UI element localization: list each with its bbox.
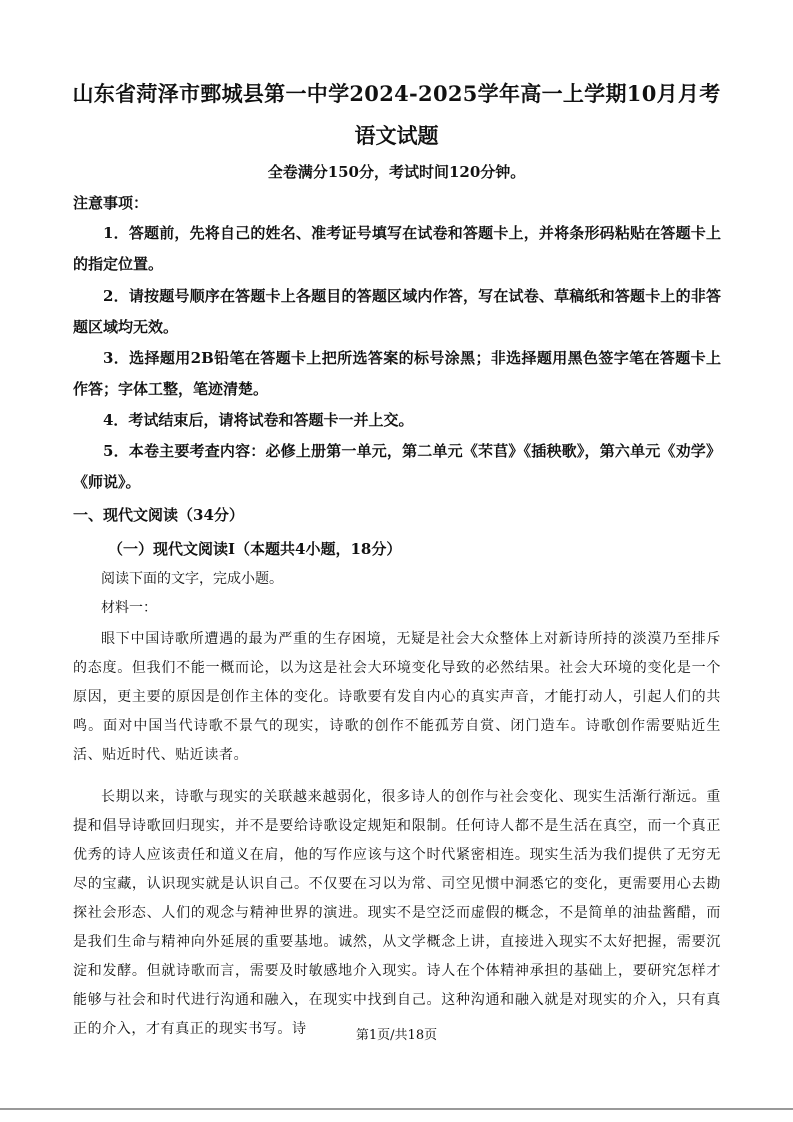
section-heading: 一、现代文阅读（34分） (73, 506, 244, 524)
material-paragraph: 眼下中国诗歌所遭遇的最为严重的生存困境，无疑是社会大众整体上对新诗所持的淡漠乃至排斥的态度。但我们不能一概而论，以为这是社会大环境变化导致的必然结果。社会大环境的变化是一个原因，更主要的原因是创作主体的变化。诗歌要有发自内心的真实声音，才能打动人，引起人们的共鸣。面对中国当代诗歌不景气的现实，诗歌的创作不能孤芳自赏、闭门造车。诗歌创作需要贴近生活、贴近时代、贴近读者。 (73, 631, 721, 763)
reading-instruction: 阅读下面的文字，完成小题。 (101, 571, 283, 587)
exam-meta: 全卷满分150分，考试时间120分钟。 (267, 163, 526, 181)
notice-item: 2．请按题号顺序在答题卡上各题目的答题区域内作答，写在试卷、草稿纸和答题卡上的非答题区域均无效。 (73, 287, 721, 336)
exam-title: 山东省菏泽市鄄城县第一中学2024-2025学年高一上学期10月月考 (72, 81, 721, 106)
material-label: 材料一： (101, 600, 157, 616)
page-divider (0, 1108, 793, 1110)
notice-item: 1．答题前，先将自己的姓名、准考证号填写在试卷和答题卡上，并将条形码粘贴在答题卡上的指定位置。 (73, 224, 721, 273)
notice-item: 5．本卷主要考查内容：必修上册第一单元，第二单元《芣苢》《插秧歌》，第六单元《劝学》《师说》。 (73, 442, 721, 491)
notice-heading: 注意事项： (73, 194, 149, 212)
exam-subject-title: 语文试题 (354, 123, 439, 148)
subsection-heading: （一）现代文阅读Ⅰ（本题共4小题，18分） (108, 540, 402, 558)
page-footer: 第1页/共18页 (355, 1028, 438, 1043)
material-paragraph: 长期以来，诗歌与现实的关联越来越弱化，很多诗人的创作与社会变化、现实生活渐行渐远。重提和倡导诗歌回归现实，并不是要给诗歌设定规矩和限制。任何诗人都不是生活在真空，而一个真正优秀的诗人应该责任和道义在肩，他的写作应该与这个时代紧密相连。现实生活为我们提供了无穷无尽的宝藏，认识现实就是认识自己。不仅要在习以为常、司空见惯中洞悉它的变化，更需要用心去勘探社会形态、人们的观念与精神世界的演进。现实不是空泛而虚假的概念，不是简单的油盐酱醋，而是我们生命与精神向外延展的重要基地。诚然，从文学概念上讲，直接进入现实不太好把握，需要沉淀和发酵。但就诗歌而言，需要及时敏感地介入现实。诗人在个体精神承担的基础上，要研究怎样才能够与社会和时代进行沟通和融入，在现实中找到自己。这种沟通和融入就是对现实的介入，只有真正的介入，才有真正的现实书写。诗 (73, 789, 721, 1037)
notice-item: 3．选择题用2B铅笔在答题卡上把所选答案的标号涂黑；非选择题用黑色签字笔在答题卡上作答；字体工整，笔迹清楚。 (73, 349, 721, 398)
notice-item: 4．考试结束后，请将试卷和答题卡一并上交。 (103, 411, 414, 429)
